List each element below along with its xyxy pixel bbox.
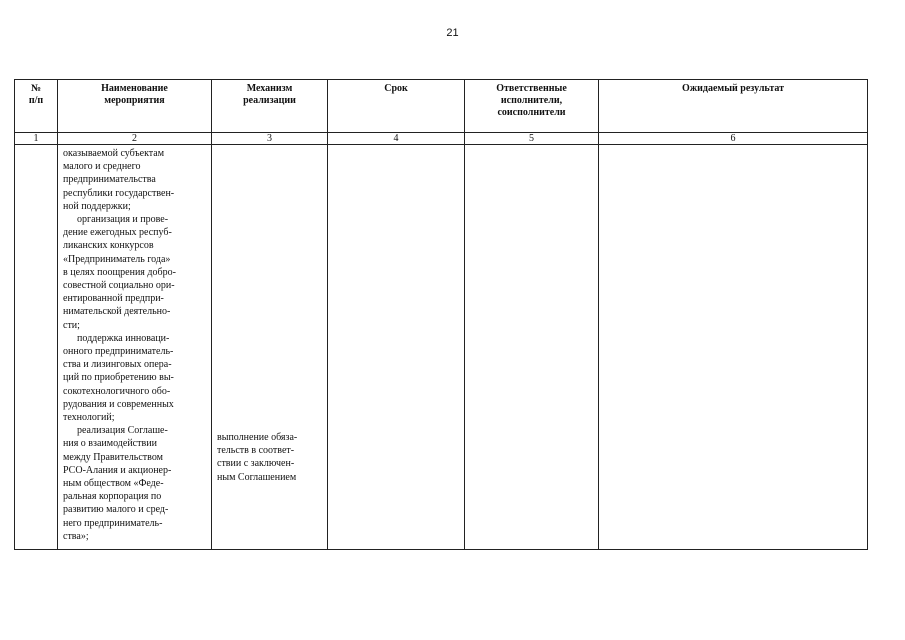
column-numbers-row — [15, 133, 868, 145]
header-responsible-label: Ответственные исполнители, соисполнители — [496, 83, 567, 118]
text-line: выполнение обяза- — [217, 432, 298, 443]
text-line: рудования и современных — [63, 398, 174, 410]
page-number: 21 — [446, 27, 459, 39]
column-number: 5 — [465, 133, 599, 145]
text-line: ций по приобретению вы- — [63, 372, 174, 384]
text-line: «Предприниматель года» — [63, 253, 171, 265]
header-cell-number — [15, 80, 58, 133]
text-line: ства и лизинговых опера- — [63, 359, 172, 371]
text-line: ной поддержки; — [63, 200, 131, 212]
cell-responsible — [465, 145, 599, 550]
column-number: 4 — [328, 133, 465, 145]
text-line: поддержка инноваци- — [77, 332, 170, 344]
cell-mechanism — [212, 145, 328, 550]
cell-deadline — [328, 145, 465, 550]
header-cell-result — [599, 80, 868, 133]
text-line: реализация Соглаше- — [77, 425, 168, 437]
text-line: развитию малого и сред- — [63, 504, 169, 516]
text-line: тельств в соответ- — [217, 445, 295, 457]
header-cell-name — [58, 80, 212, 133]
text-line: дение ежегодных респуб- — [63, 227, 172, 239]
table-row — [15, 145, 868, 550]
measures-table — [14, 79, 868, 550]
text-line: ликанских конкурсов — [63, 240, 154, 252]
header-number-label: № п/п — [28, 83, 44, 106]
text-line: технологий; — [63, 412, 115, 424]
text-line: ства»; — [63, 530, 89, 542]
column-number: 6 — [599, 133, 868, 145]
text-line: сти; — [63, 319, 80, 331]
column-number: 2 — [58, 133, 212, 145]
text-line: ральная корпорация по — [63, 491, 162, 503]
column-number: 1 — [15, 133, 58, 145]
text-line: между Правительством — [63, 451, 163, 463]
cell-number — [15, 145, 58, 550]
mechanism-text — [212, 145, 327, 484]
text-line: малого и среднего — [63, 161, 141, 173]
text-line: ентированной предпри- — [63, 293, 164, 305]
text-line: ным обществом «Феде- — [63, 478, 164, 490]
text-line: РСО-Алания и акционер- — [63, 464, 172, 476]
cell-result — [599, 145, 868, 550]
header-cell-deadline — [328, 80, 465, 133]
text-line: организация и прове- — [77, 214, 169, 226]
header-deadline-label: Срок — [384, 83, 408, 94]
text-line: республики государствен- — [63, 187, 175, 199]
text-line: ния о взаимодействии — [63, 438, 157, 450]
text-line: него предприниматель- — [63, 517, 163, 529]
cell-measure-name — [58, 145, 212, 550]
table-header-row — [15, 80, 868, 133]
text-line: оказываемой субъектам — [63, 148, 165, 159]
text-line: в целях поощрения добро- — [63, 266, 176, 278]
measure-name-text — [58, 145, 211, 543]
text-line: совестной социально ори- — [63, 280, 175, 292]
header-mechanism-label: Механизм реализации — [243, 83, 296, 106]
text-line: ствии с заключен- — [217, 458, 295, 470]
column-number: 3 — [212, 133, 328, 145]
text-line: нимательской деятельно- — [63, 306, 171, 318]
text-line: сокотехнологичного обо- — [63, 385, 171, 397]
text-line: предпринимательства — [63, 174, 156, 186]
header-name-label: Наименование мероприятия — [101, 83, 168, 106]
text-line: ным Соглашением — [217, 471, 297, 483]
text-line: онного предприниматель- — [63, 346, 174, 358]
header-cell-mechanism — [212, 80, 328, 133]
header-result-label: Ожидаемый результат — [681, 83, 785, 94]
header-cell-responsible — [465, 80, 599, 133]
